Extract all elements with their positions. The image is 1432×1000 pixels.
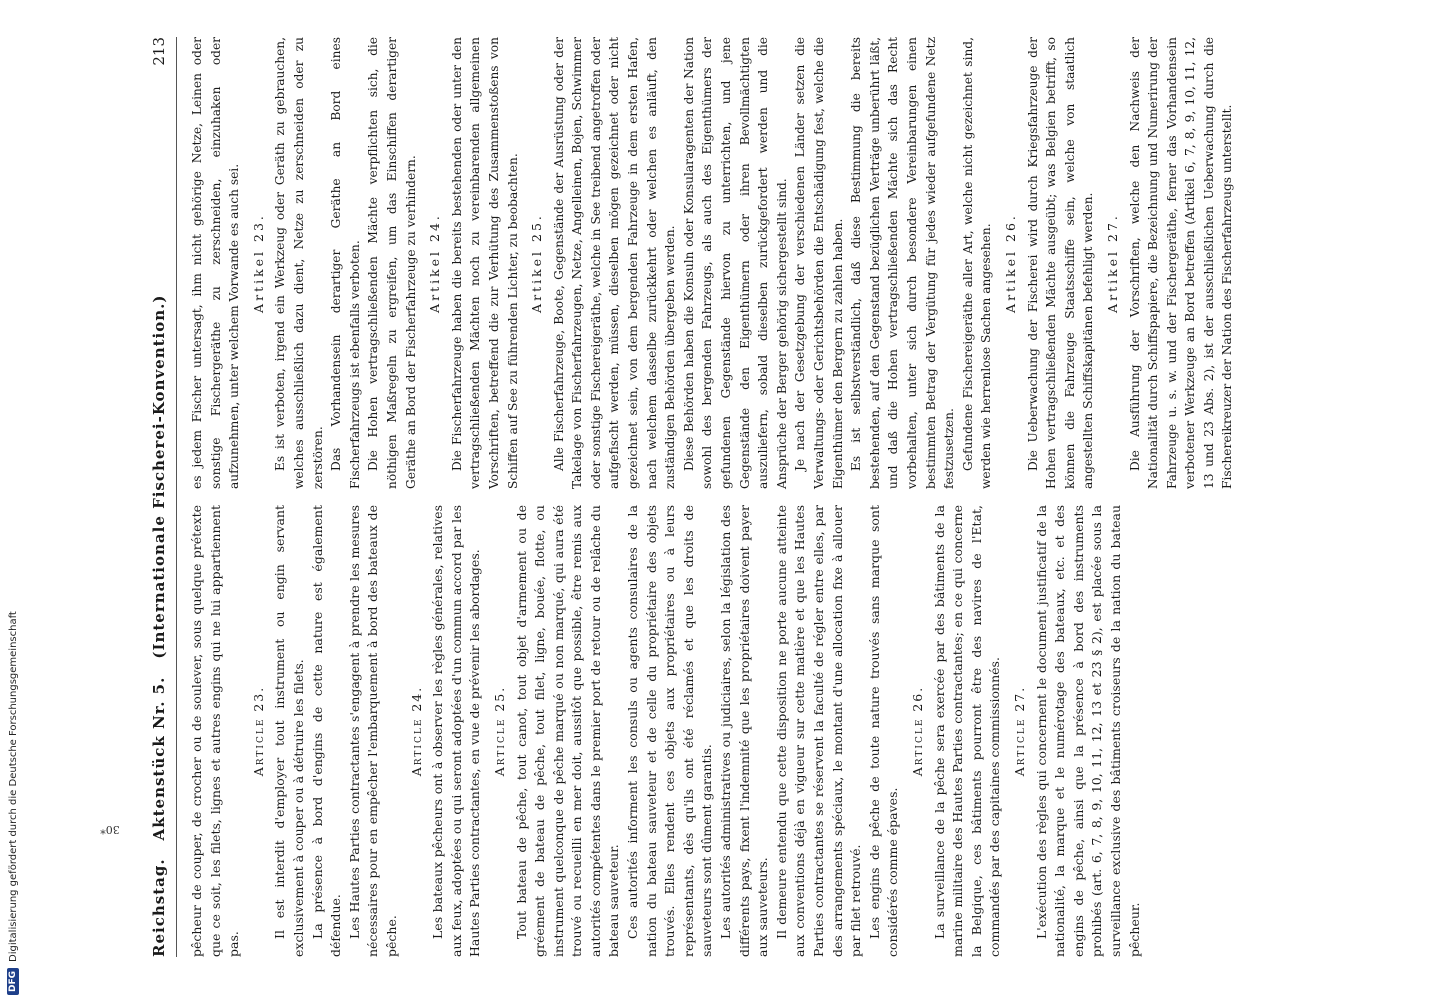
paragraph: Tout bateau de pêche, tout canot, tout objet d'armement ou de gréement de bateau de pêche, tout filet, ligne, bouée, flotte, ou instrument quelconque de pêche marqué ou non marqué, qui aura été trouvé ou recueilli en mer doit, aussitôt que possible, être remis aux autorités compétentes dans le premier port de retour ou de relâche du bateau sauveteur. <box>513 505 622 957</box>
footer-credit: Digitalisierung gefördert durch die Deutsche Forschungsgemeinschaft <box>7 611 19 962</box>
french-intro: pêcheur de couper, de crocher ou de soulever, sous quelque prétexte que ce soit, les filets, lignes et autres engins qui ne lui appartiennent pas. <box>189 505 242 957</box>
german-intro: es jedem Fischer untersagt, ihm nicht gehörige Netze, Leinen oder sonstige Fischergeräthe zu zerschneiden, einzuhaken oder aufzunehmen, unter welchem Vorwande es auch sei. <box>190 37 242 489</box>
header-title <box>150 295 168 957</box>
paragraph: Il demeure entendu que cette disposition ne porte aucune atteinte aux conventions déjà en vigueur sur cette matière et que les Hautes Parties contractantes se réservent la faculté de régler entre elles, par des arrangements spéciaux, le montant d'une allocation fixe à allouer par filet retrouvé. <box>773 505 864 957</box>
page-number: 213 <box>150 37 168 66</box>
paragraph: Die Hohen vertragschließenden Mächte verpflichten sich, die nöthigen Maßregeln zu ergreifen, um das Einschiffen derartiger Geräthe an Bord der Fischerfahrzeuge zu verhindern. <box>366 37 418 489</box>
paragraph: Das Vorhandensein derartiger Geräthe an Bord eines Fischerfahrzeugs ist ebenfalls verboten. <box>329 37 362 489</box>
paragraph: Les bateaux pêcheurs ont à observer les règles générales, relatives aux feux, adoptées ou qui seront adoptées d'un commun accord par les Hautes Parties contractantes, en vue de prévenir les abordages. <box>430 505 483 957</box>
digitization-footer <box>4 0 22 1000</box>
paragraph: Les engins de pêche de toute nature trouvés sans marque sont considérés comme épaves. <box>866 505 901 957</box>
article-heading: Article 24. <box>408 685 424 777</box>
article-heading: Article 25. <box>491 685 507 777</box>
french-column <box>188 505 1144 957</box>
paragraph: Ces autorités informent les consuls ou agents consulaires de la nation du bateau sauveteur et de celle du propriétaire des objets trouvés. Elles rendent ces objets aux propriétaires ou à leurs représentants, dès qu'ils ont été réclamés et que les droits de sauveteurs sont dûment garantis. <box>625 505 715 957</box>
document-page <box>136 17 1386 977</box>
article-heading: Artikel 23. <box>250 213 266 313</box>
article-heading: Artikel 26. <box>1002 213 1018 313</box>
page-stage <box>136 12 1386 982</box>
header-rule <box>176 37 177 957</box>
footer-line <box>7 5 19 995</box>
paragraph: Es ist selbstverständlich, daß diese Bestimmung die bereits bestehenden, auf den Gegenstand bezüglichen Verträge unberührt läßt, und daß die Hohen vertragschließenden Mächte sich das Recht vorbehalten, unter sich durch besondere Vereinbarungen einen bestimmten Betrag der Vergütung für jedes wieder aufgefundene Netz festzusetzen. <box>849 37 957 489</box>
article-heading: Artikel 24. <box>427 213 443 313</box>
header-left: Reichstag. <box>150 858 168 957</box>
article-heading: Artikel 27. <box>1104 213 1120 313</box>
paragraph: Die Ausführung der Vorschriften, welche den Nachweis der Nationalität durch Schiffspapiere, die Bezeichnung und Numerirung der Fahrzeuge u. s. w. und der Fischergeräthe, ferner das Vorhandensein verbotener Werkzeuge an Bord betreffen (Artikel 6, 7, 8, 9, 10, 11, 12, 13 und 23 Abs. 2), ist der ausschließlichen Ueberwachung durch die Fischereikreuzer der Nation des Fischerfahrzeugs unterstellt. <box>1127 37 1235 489</box>
article-heading: Article 26. <box>909 685 925 777</box>
paragraph: Es ist verboten, irgend ein Werkzeug oder Geräth zu gebrauchen, welches ausschließlich dazu dient, Netze zu zerschneiden oder zu zerstören. <box>273 37 325 489</box>
paragraph: La présence à bord d'engins de cette nature est également défendue. <box>309 505 344 957</box>
header-right: (Internationale Fischerei-Konvention.) <box>150 294 168 659</box>
article-heading: Artikel 25. <box>529 213 545 313</box>
dfg-logo: DFG <box>7 968 19 995</box>
paragraph: L'exécution des règles qui concernent le document justificatif de la nationalité, la marque et le numérotage des bateaux, etc. et des engins de pêche, ainsi que la présence à bord des instruments prohibés (art. 6, 7, 8, 9, 10, 11, 12, 13 et 23 § 2), est placée sous la surveillance exclusive des bâtiments croiseurs de la nation du bateau pêcheur. <box>1033 505 1142 957</box>
german-column <box>188 37 1237 489</box>
paragraph: Les autorités administratives ou judiciaires, selon la législation des différents pays, fixent l'indemnité que les propriétaires doivent payer aux sauveteurs. <box>718 505 771 957</box>
paragraph: La surveillance de la pêche sera exercée par des bâtiments de la marine militaire des Hautes Parties contractantes; en ce qui concerne la Belgique, ces bâtiments pourront être des navires de l'Etat, commandés par des capitaines commissionnés. <box>931 505 1003 957</box>
paragraph: Diese Behörden haben die Konsuln oder Konsularagenten der Nation sowohl des bergenden Fahrzeugs, als auch des Eigenthümers der gefundenen Gegenstände hiervon zu unterrichten, und jene Gegenstände den Eigenthümern oder ihren Bevollmächtigten auszuliefern, sobald dieselben zurückgefordert werden und die Ansprüche der Berger gehörig sichergestellt sind. <box>681 37 789 489</box>
paragraph: Die Fischerfahrzeuge haben die bereits bestehenden oder unter den vertragschließenden Mächten noch zu vereinbarenden allgemeinen Vorschriften, betreffend die zur Verhütung des Zusammenstoßens von Schiffen auf See zu führenden Lichter, zu beobachten. <box>449 37 520 489</box>
header-middle: Aktenstück Nr. 5. <box>150 676 168 841</box>
running-header <box>144 37 174 957</box>
article-heading: Article 27. <box>1011 685 1027 777</box>
article-heading: Article 23. <box>250 685 266 777</box>
paragraph: Les Hautes Parties contractantes s'engagent à prendre les mesures nécessaires pour en empêcher l'embarquement à bord des bateaux de pêche. <box>346 505 399 957</box>
paragraph: Il est interdit d'employer tout instrument ou engin servant exclusivement à couper ou à détruire les filets. <box>272 505 306 957</box>
paragraph: Alle Fischerfahrzeuge, Boote, Gegenstände der Ausrüstung oder der Takelage von Fischerfahrzeugen, Netze, Angelleinen, Bojen, Schwimmer oder sonstige Fischereigeräthe, welche in See treibend angetroffen oder aufgefischt werden, müssen, dieselben mögen gezeichnet oder nicht gezeichnet sein, von dem bergenden Fahrzeuge in dem ersten Hafen, nach welchem dasselbe zurückkehrt oder welchen es anläuft, den zuständigen Behörden übergeben werden. <box>551 37 678 489</box>
paragraph: Gefundene Fischereigeräthe aller Art, welche nicht gezeichnet sind, werden wie herrenlose Sachen angesehen. <box>960 37 994 489</box>
paragraph: Die Ueberwachung der Fischerei wird durch Kriegsfahrzeuge der Hohen vertragschließenden Mächte ausgeübt; was Belgien betrifft, so können die Fahrzeuge Staatsschiffe sein, welche von staatlich angestellten Schiffskapitänen befehligt werden. <box>1025 37 1096 489</box>
signature-mark: 30* <box>100 823 120 836</box>
paragraph: Je nach der Gesetzgebung der verschiedenen Länder setzen die Verwaltungs- oder Gerichtsbehörden die Entschädigung fest, welche die Eigenthümer den Bergern zu zahlen haben. <box>793 37 845 489</box>
